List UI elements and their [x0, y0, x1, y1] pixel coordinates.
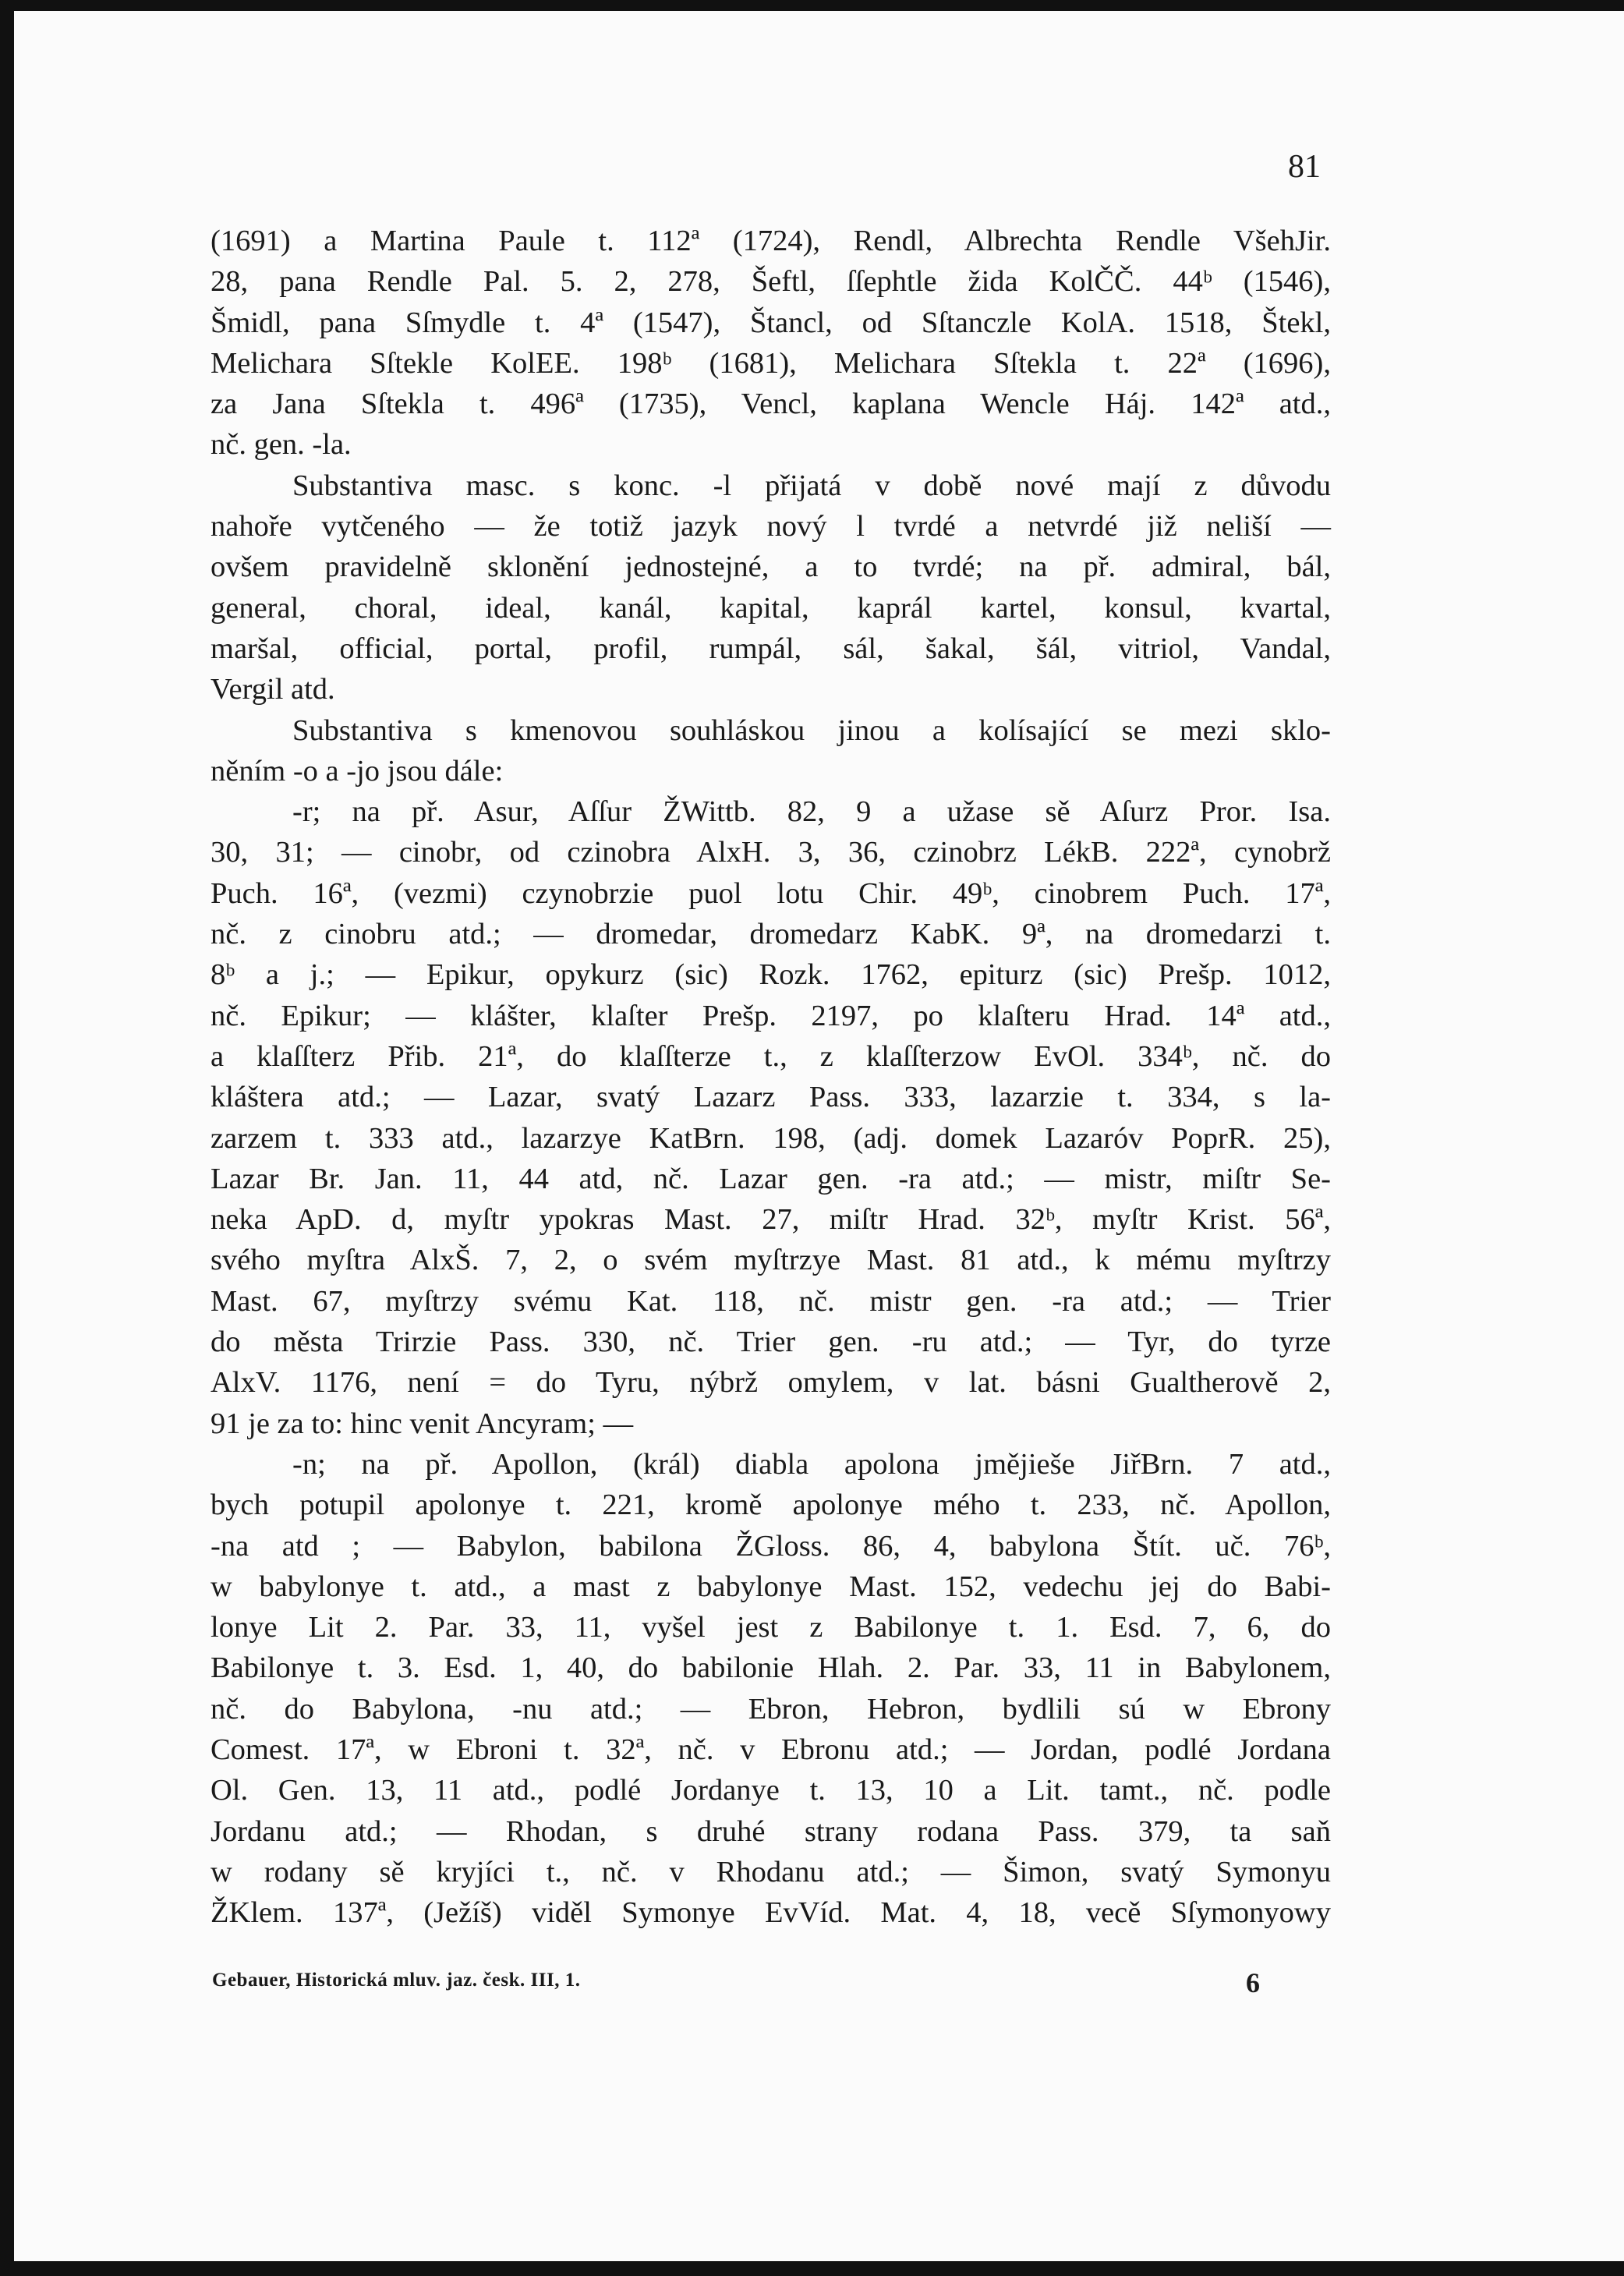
text-line: Šmidl, pana Sſmydle t. 4ª (1547), Štancl, od Sſtanczle KolA. 1518, Štekl, [211, 306, 1331, 339]
text-line: bych potupil apolonye t. 221, kromě apolonye mého t. 233, nč. Apollon, [211, 1488, 1331, 1522]
text-line: do města Trirzie Pass. 330, nč. Trier gen. -ru atd.; — Tyr, do tyrze [211, 1326, 1331, 1359]
scan-edge-left [0, 0, 14, 2276]
text-line: 8ᵇ a j.; — Epikur, opykurz (sic) Rozk. 1762, epiturz (sic) Prešp. 1012, [211, 958, 1331, 992]
text-line: nč. do Babylona, -nu atd.; — Ebron, Hebron, bydlili sú w Ebrony [211, 1692, 1331, 1726]
text-line: Comest. 17ª, w Ebroni t. 32ª, nč. v Ebronu atd.; — Jordan, podlé Jordana [211, 1733, 1331, 1766]
text-line: general, choral, ideal, kanál, kapital, kaprál kartel, konsul, kvartal, [211, 591, 1331, 625]
text-line: svého myſtra AlxŠ. 7, 2, o svém myſtrzye Mast. 81 atd., k mému myſtrzy [211, 1244, 1331, 1277]
text-line: lonye Lit 2. Par. 33, 11, vyšel jest z Babilonye t. 1. Esd. 7, 6, do [211, 1611, 1331, 1644]
text-line: 30, 31; — cinobr, od czinobra AlxH. 3, 36, czinobrz LékB. 222ª, cynobrž [211, 836, 1331, 869]
text-line: AlxV. 1176, není = do Tyru, nýbrž omylem, v lat. básni Gualtherově 2, [211, 1366, 1331, 1400]
text-line: Mast. 67, myſtrzy svému Kat. 118, nč. mistr gen. -ra atd.; — Trier [211, 1284, 1331, 1318]
text-line: Vergil atd. [211, 673, 335, 706]
text-line: Jordanu atd.; — Rhodan, s druhé strany rodana Pass. 379, ta saň [211, 1814, 1331, 1848]
page-number: 81 [1288, 149, 1321, 185]
body-text [211, 221, 1331, 1933]
text-line: zarzem t. 333 atd., lazarzye KatBrn. 198, (adj. domek Lazaróv PoprR. 25), [211, 1121, 1331, 1155]
text-line: Puch. 16ª, (vezmi) czynobrzie puol lotu Chir. 49ᵇ, cinobrem Puch. 17ª, [211, 876, 1331, 910]
text-line: ovšem pravidelně sklonění jednostejné, a to tvrdé; na př. admiral, bál, [211, 550, 1331, 584]
text-line: nahoře vytčeného — že totiž jazyk nový l tvrdé a netvrdé již neliší — [211, 510, 1331, 543]
text-line: -n; na př. Apollon, (král) diabla apolona jmějieše JiřBrn. 7 atd., [292, 1447, 1331, 1481]
text-line: Ol. Gen. 13, 11 atd., podlé Jordanye t. 13, 10 a Lit. tamt., nč. podle [211, 1774, 1331, 1807]
scan-edge-bottom [0, 2261, 1624, 2276]
text-line: Lazar Br. Jan. 11, 44 atd, nč. Lazar gen. -ra atd.; — mistr, miſtr Se- [211, 1162, 1331, 1195]
text-line: kláštera atd.; — Lazar, svatý Lazarz Pass. 333, lazarzie t. 334, s la- [211, 1081, 1331, 1114]
text-line: Substantiva masc. s konc. -l přijatá v době nové mají z důvodu [292, 469, 1331, 502]
text-line: nč. Epikur; — klášter, klaſter Prešp. 2197, po klaſteru Hrad. 14ª atd., [211, 999, 1331, 1032]
text-line: něním -o a -jo jsou dále: [211, 754, 504, 788]
signature-mark: 6 [1246, 1967, 1260, 1998]
text-line: -na atd ; — Babylon, babilona ŽGloss. 86, 4, babylona Štít. uč. 76ᵇ, [211, 1529, 1331, 1563]
text-line: nč. z cinobru atd.; — dromedar, dromedarz KabK. 9ª, na dromedarzi t. [211, 918, 1331, 951]
text-line: 91 je za to: hinc venit Ancyram; — [211, 1407, 634, 1440]
text-line: Babilonye t. 3. Esd. 1, 40, do babilonie Hlah. 2. Par. 33, 11 in Babylonem, [211, 1651, 1331, 1685]
text-line: za Jana Sſtekla t. 496ª (1735), Vencl, kaplana Wencle Háj. 142ª atd., [211, 388, 1331, 421]
text-line: neka ApD. d, myſtr ypokras Mast. 27, miſtr Hrad. 32ᵇ, myſtr Krist. 56ª, [211, 1203, 1331, 1237]
text-line: (1691) a Martina Paule t. 112ª (1724), Rendl, Albrechta Rendle VšehJir. [211, 225, 1331, 257]
text-line: Melichara Sſtekle KolEE. 198ᵇ (1681), Melichara Sſtekla t. 22ª (1696), [211, 346, 1331, 380]
text-line: nč. gen. -la. [211, 428, 352, 462]
text-line: Substantiva s kmenovou souhláskou jinou a kolísající se mezi sklo- [292, 713, 1331, 747]
text-line: -r; na př. Asur, Aſſur ŽWittb. 82, 9 a užase sě Aſurz Pror. Isa. [292, 795, 1331, 829]
text-line: ŽKlem. 137ª, (Ježíš) viděl Symonye EvVíd. Mat. 4, 18, vecě Sſymonyowy [211, 1896, 1331, 1930]
text-line: w rodany sě kryjíci t., nč. v Rhodanu atd.; — Šimon, svatý Symonyu [211, 1855, 1331, 1888]
text-line: a klaſſterz Přib. 21ª, do klaſſterze t., z klaſſterzow EvOl. 334ᵇ, nč. do [211, 1039, 1331, 1073]
text-line: maršal, official, portal, profil, rumpál, sál, šakal, šál, vitriol, Vandal, [211, 632, 1331, 665]
text-line: w babylonye t. atd., a mast z babylonye Mast. 152, vedechu jej do Babi- [211, 1570, 1331, 1603]
scan-edge-top [0, 0, 1624, 11]
footer-source: Gebauer, Historická mluv. jaz. česk. III, 1. [212, 1970, 581, 1991]
text-line: 28, pana Rendle Pal. 5. 2, 278, Šeftl, ſſephtle žida KolČČ. 44ᵇ (1546), [211, 265, 1331, 299]
